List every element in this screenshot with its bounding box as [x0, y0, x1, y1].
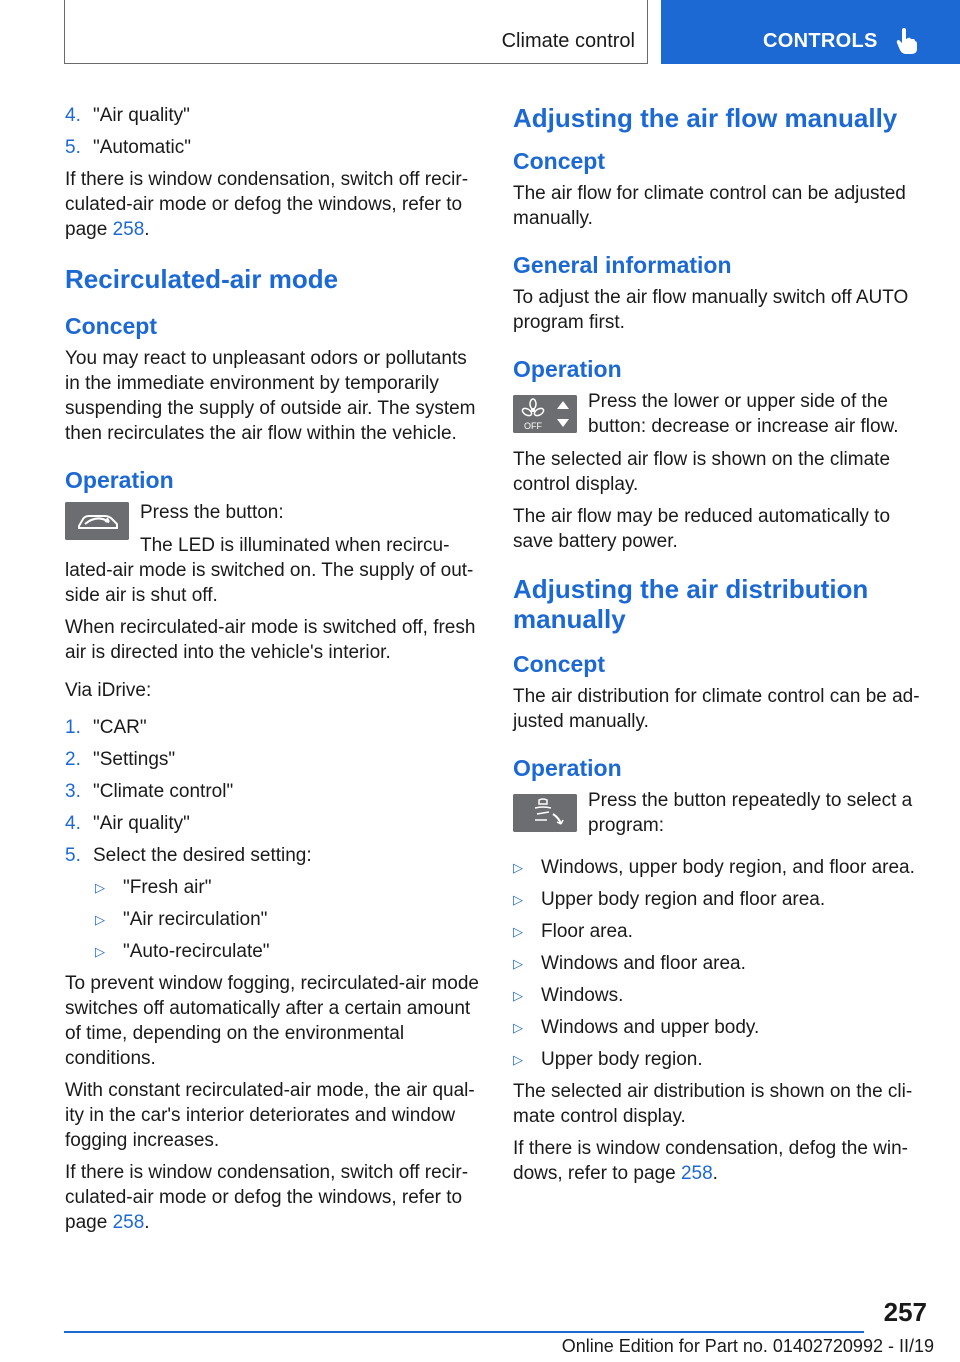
operation-text: Press the button repeatedly to select a program:: [588, 790, 913, 836]
constant-recirc-paragraph: With constant recirculated-air mode, the air qual-ity in the car's interior deteriorates and window fogging increases.: [65, 1080, 475, 1151]
triangle-bullet-icon: ▷: [513, 892, 523, 907]
condensation-paragraph: If there is window condensation, switch off recir-culated-air mode or defog the windows, refer to page 258.: [65, 169, 469, 240]
operation-press-text: Press the button:: [140, 502, 284, 523]
svg-text:OFF: OFF: [524, 421, 542, 431]
air-flow-button-block: [513, 389, 933, 439]
list-item: ▷ Upper body region and floor area.: [513, 889, 826, 910]
triangle-bullet-icon: ▷: [95, 912, 105, 927]
reduced-paragraph: The air flow may be reduced automatically to save battery power.: [513, 506, 891, 552]
list-item: 2. "Settings": [65, 749, 176, 770]
page-number: 257: [883, 1297, 927, 1327]
left-column: [65, 103, 485, 1242]
controls-tab[interactable]: [661, 0, 960, 64]
footer-divider: [64, 1331, 864, 1333]
concept-paragraph: The air distribution for climate control can be ad-justed manually.: [513, 686, 920, 732]
concept-paragraph: You may react to unpleasant odors or pollutants in the immediate environment by temporarily suspending the supply of outside air. The system then recirculates the air flow within the vehicle.: [65, 348, 476, 444]
heading-adjusting-air-flow: Adjusting the air flow manually: [513, 103, 898, 133]
recirculation-button-block: [65, 500, 485, 530]
distribution-shown-paragraph: The selected air distribution is shown on the cli-mate control display.: [513, 1081, 913, 1127]
section-title: Climate control: [501, 30, 635, 52]
general-paragraph: To adjust the air flow manually switch off AUTO program first.: [513, 287, 909, 333]
list-item: 1. "CAR": [65, 717, 147, 738]
list-item: ▷ Windows.: [513, 985, 624, 1006]
via-idrive-label: Via iDrive:: [65, 680, 152, 701]
triangle-bullet-icon: ▷: [95, 880, 105, 895]
heading-adjusting-air-distribution: Adjusting the air distribution manually: [513, 574, 869, 634]
list-item: ▷ Windows, upper body region, and floor area.: [513, 857, 915, 878]
list-item: ▷ Floor area.: [513, 921, 633, 942]
heading-concept: Concept: [65, 313, 157, 339]
triangle-bullet-icon: ▷: [513, 860, 523, 875]
heading-operation: Operation: [513, 356, 622, 382]
distribution-condensation-paragraph: If there is window condensation, defog the win-dows, refer to page 258.: [513, 1138, 909, 1184]
fan-speed-icon: [513, 395, 577, 433]
sub-list-item: ▷ "Air recirculation": [95, 909, 268, 930]
condensation-paragraph: If there is window condensation, switch off recir-culated-air mode or defog the windows, refer to page 258.: [65, 1162, 469, 1233]
page-link[interactable]: 258: [112, 219, 145, 240]
air-distribution-button-block: [513, 788, 933, 838]
shown-paragraph: The selected air flow is shown on the climate control display.: [513, 449, 891, 495]
air-distribution-icon: [513, 794, 577, 832]
hand-pointer-icon: [896, 27, 918, 55]
heading-operation: Operation: [513, 755, 622, 781]
operation-text: Press the lower or upper side of the button: decrease or increase air flow.: [588, 391, 899, 437]
right-column: [513, 103, 933, 1193]
page-link[interactable]: 258: [680, 1163, 713, 1184]
heading-concept: Concept: [513, 651, 605, 677]
triangle-bullet-icon: ▷: [513, 956, 523, 971]
list-item: ▷ Windows and floor area.: [513, 953, 746, 974]
triangle-bullet-icon: ▷: [513, 1020, 523, 1035]
triangle-bullet-icon: ▷: [95, 944, 105, 959]
operation-led-text: The LED is illuminated when recircu- lated-air mode is switched on. The supply of out-side air is shut off.: [65, 535, 474, 606]
sub-list-item: ▷ "Fresh air": [95, 877, 212, 898]
list-item: 5. "Automatic": [65, 137, 191, 158]
recirculation-car-icon: [65, 502, 129, 540]
concept-paragraph: The air flow for climate control can be adjusted manually.: [513, 183, 906, 229]
sub-list-item: ▷ "Auto-recirculate": [95, 941, 270, 962]
triangle-bullet-icon: ▷: [513, 924, 523, 939]
heading-concept: Concept: [513, 148, 605, 174]
fogging-paragraph: To prevent window fogging, recirculated-air mode switches off automatically after a certain amount of time, depending on the environmental conditions.: [65, 973, 479, 1069]
list-item: ▷ Windows and upper body.: [513, 1017, 760, 1038]
operation-off-text: When recirculated-air mode is switched off, fresh air is directed into the vehicle's interior.: [65, 617, 476, 663]
list-item: 3. "Climate control": [65, 781, 234, 802]
heading-general-information: General information: [513, 252, 732, 278]
list-item: 4. "Air quality": [65, 105, 190, 126]
footer-edition: Online Edition for Part no. 01402720992 - II/19: [561, 1336, 934, 1356]
list-item: 5. Select the desired setting:: [65, 845, 312, 866]
controls-tab-label: CONTROLS: [763, 30, 878, 52]
heading-operation: Operation: [65, 467, 174, 493]
page-link[interactable]: 258: [112, 1212, 145, 1233]
header-section-box: [64, 0, 648, 64]
triangle-bullet-icon: ▷: [513, 988, 523, 1003]
list-item: 4. "Air quality": [65, 813, 190, 834]
triangle-bullet-icon: ▷: [513, 1052, 523, 1067]
list-item: ▷ Upper body region.: [513, 1049, 703, 1070]
heading-recirculated-air-mode: Recirculated-air mode: [65, 264, 339, 294]
